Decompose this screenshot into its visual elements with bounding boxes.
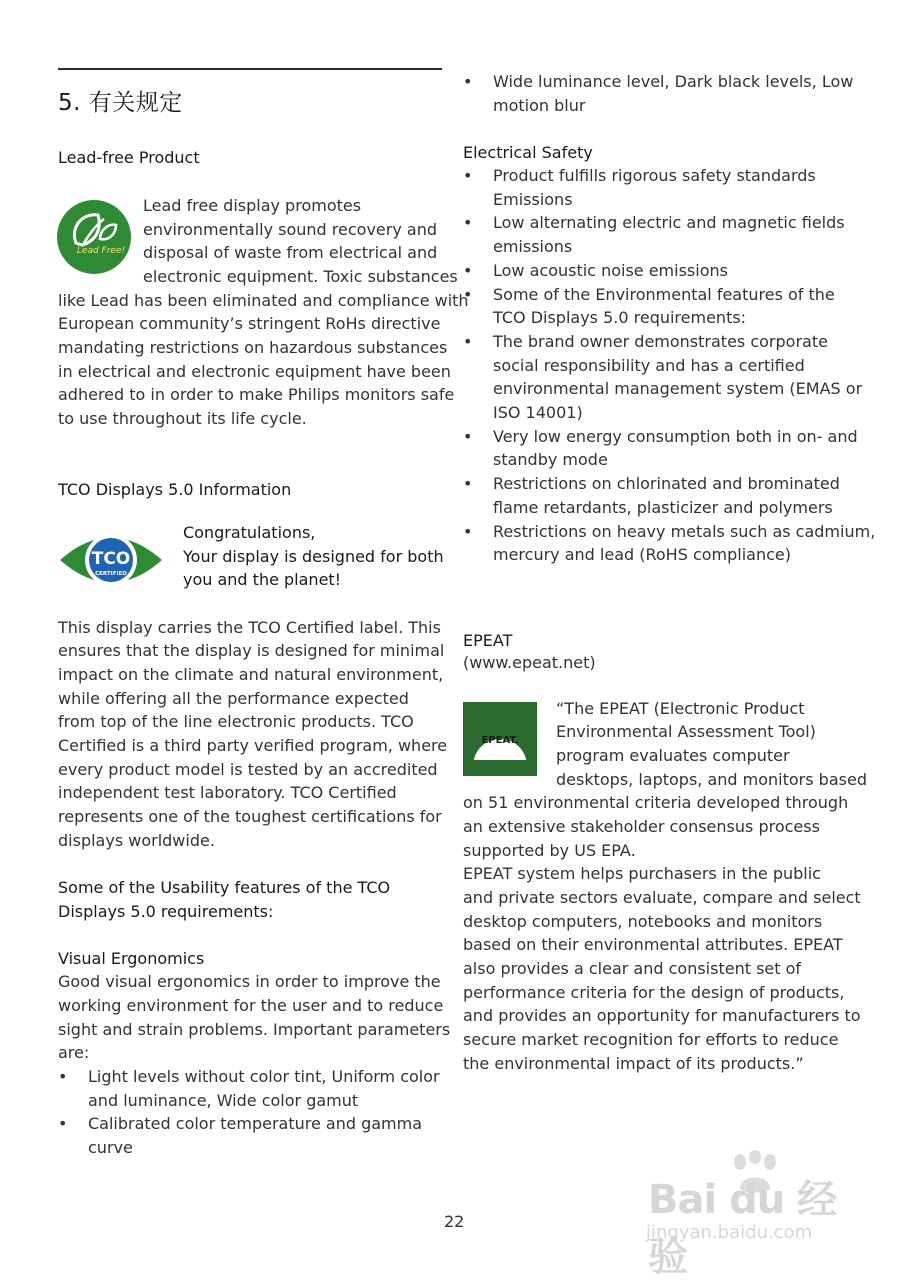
- epeat-url: (www.epeat.net): [463, 653, 596, 672]
- visual-ergonomics-line: working environment for the user and to reduce: [58, 996, 444, 1015]
- epeat-line: performance criteria for the design of products,: [463, 983, 845, 1002]
- bullet-item: • Low alternating electric and magnetic fields emissions: [463, 211, 875, 258]
- tco-logo: [58, 527, 164, 593]
- tco-body-line: Certified is a third party verified program, where: [58, 736, 448, 755]
- tco-congrats: Congratulations,: [183, 523, 316, 542]
- epeat-line: and private sectors evaluate, compare and select: [463, 888, 861, 907]
- epeat-line: also provides a clear and consistent set of: [463, 959, 802, 978]
- lead-free-line: adhered to in order to make Philips monitors safe: [58, 385, 455, 404]
- usability-title: Some of the Usability features of the TCO: [58, 878, 391, 897]
- page-number: 22: [444, 1212, 465, 1231]
- tco-logo-subtext: CERTIFIED: [95, 571, 127, 577]
- page-heading: 5. 有关规定: [58, 90, 183, 116]
- lead-free-logo: [56, 199, 132, 275]
- epeat-line: secure market recognition for efforts to reduce: [463, 1030, 839, 1049]
- tco-body-line: This display carries the TCO Certified label. This: [58, 618, 441, 637]
- top-rule: [58, 68, 442, 70]
- epeat-line: desktops, laptops, and monitors based: [556, 770, 867, 789]
- electrical-safety-title: Electrical Safety: [463, 143, 593, 162]
- lead-free-line: disposal of waste from electrical and: [143, 243, 438, 262]
- watermark-url: jingyan.baidu.com: [646, 1222, 813, 1243]
- bullet-item: • Wide luminance level, Dark black levels, Low motion blur: [463, 70, 853, 117]
- bullet-item: • Low acoustic noise emissions: [463, 259, 875, 283]
- epeat-line: an extensive stakeholder consensus process: [463, 817, 820, 836]
- visual-ergonomics-line: are:: [58, 1043, 90, 1062]
- epeat-line: on 51 environmental criteria developed through: [463, 793, 849, 812]
- tco-body-line: represents one of the toughest certifications for: [58, 807, 442, 826]
- epeat-line: “The EPEAT (Electronic Product: [556, 699, 805, 718]
- epeat-logo: [463, 702, 537, 776]
- tco-logo-text: TCO: [91, 549, 131, 569]
- bullet-item: • Calibrated color temperature and gamma curve: [58, 1112, 440, 1159]
- lead-free-line: Lead free display promotes: [143, 196, 362, 215]
- lead-free-line: in electrical and electronic equipment have been: [58, 362, 451, 381]
- epeat-line: based on their environmental attributes. EPEAT: [463, 935, 843, 954]
- lead-free-line: environmentally sound recovery and: [143, 220, 437, 239]
- epeat-title: EPEAT: [463, 631, 513, 650]
- epeat-line: program evaluates computer: [556, 746, 790, 765]
- right-top-bullets: [463, 70, 853, 117]
- lead-free-logo-text: Lead Free!: [76, 246, 126, 256]
- tco-body-line: independent test laboratory. TCO Certified: [58, 783, 397, 802]
- bullet-item: • Product fulfills rigorous safety standards Emissions: [463, 164, 875, 211]
- tco-body-line: from top of the line electronic products. TCO: [58, 712, 414, 731]
- watermark-brand: Bai du 经验: [648, 1177, 837, 1280]
- epeat-line: supported by US EPA.: [463, 841, 636, 860]
- usability-title: Displays 5.0 requirements:: [58, 902, 274, 921]
- bullet-item: • Some of the Environmental features of the TCO Displays 5.0 requirements:: [463, 283, 875, 330]
- lead-free-line: mandating restrictions on hazardous substances: [58, 338, 448, 357]
- bullet-item: • The brand owner demonstrates corporate social responsibility and has a certified environmental management system (EMAS or ISO 14001): [463, 330, 875, 425]
- epeat-line: and provides an opportunity for manufacturers to: [463, 1006, 861, 1025]
- epeat-logo-text: EPEAT.: [481, 735, 519, 746]
- tco-congrats: Your display is designed for both: [183, 547, 444, 566]
- lead-free-title: Lead-free Product: [58, 148, 200, 167]
- lead-free-line: European community’s stringent RoHs directive: [58, 314, 441, 333]
- visual-ergonomics-line: Good visual ergonomics in order to improve the: [58, 972, 441, 991]
- tco-body-line: while offering all the performance expected: [58, 689, 409, 708]
- lead-free-line: electronic equipment. Toxic substances: [143, 267, 458, 286]
- tco-congrats: you and the planet!: [183, 570, 342, 589]
- visual-ergonomics-bullets: [58, 1065, 440, 1160]
- epeat-line: the environmental impact of its products.”: [463, 1054, 804, 1073]
- tco-title: TCO Displays 5.0 Information: [58, 480, 292, 499]
- epeat-line: Environmental Assessment Tool): [556, 722, 816, 741]
- bullet-item: • Restrictions on chlorinated and brominated flame retardants, plasticizer and polymers: [463, 472, 875, 519]
- tco-body-line: every product model is tested by an accredited: [58, 760, 438, 779]
- lead-free-line: like Lead has been eliminated and compliance with: [58, 291, 469, 310]
- epeat-line: desktop computers, notebooks and monitors: [463, 912, 823, 931]
- bullet-item: • Very low energy consumption both in on- and standby mode: [463, 425, 875, 472]
- tco-body-line: displays worldwide.: [58, 831, 215, 850]
- visual-ergonomics-title: Visual Ergonomics: [58, 949, 205, 968]
- tco-body-line: impact on the climate and natural environment,: [58, 665, 444, 684]
- lead-free-line: to use throughout its life cycle.: [58, 409, 307, 428]
- tco-body-line: ensures that the display is designed for minimal: [58, 641, 445, 660]
- epeat-line: EPEAT system helps purchasers in the public: [463, 864, 821, 883]
- visual-ergonomics-line: sight and strain problems. Important parameters: [58, 1020, 451, 1039]
- baidu-watermark: [640, 1150, 860, 1280]
- electrical-bullets: [463, 164, 875, 567]
- bullet-item: • Restrictions on heavy metals such as cadmium, mercury and lead (RoHS compliance): [463, 520, 875, 567]
- bullet-item: • Light levels without color tint, Uniform color and luminance, Wide color gamut: [58, 1065, 440, 1112]
